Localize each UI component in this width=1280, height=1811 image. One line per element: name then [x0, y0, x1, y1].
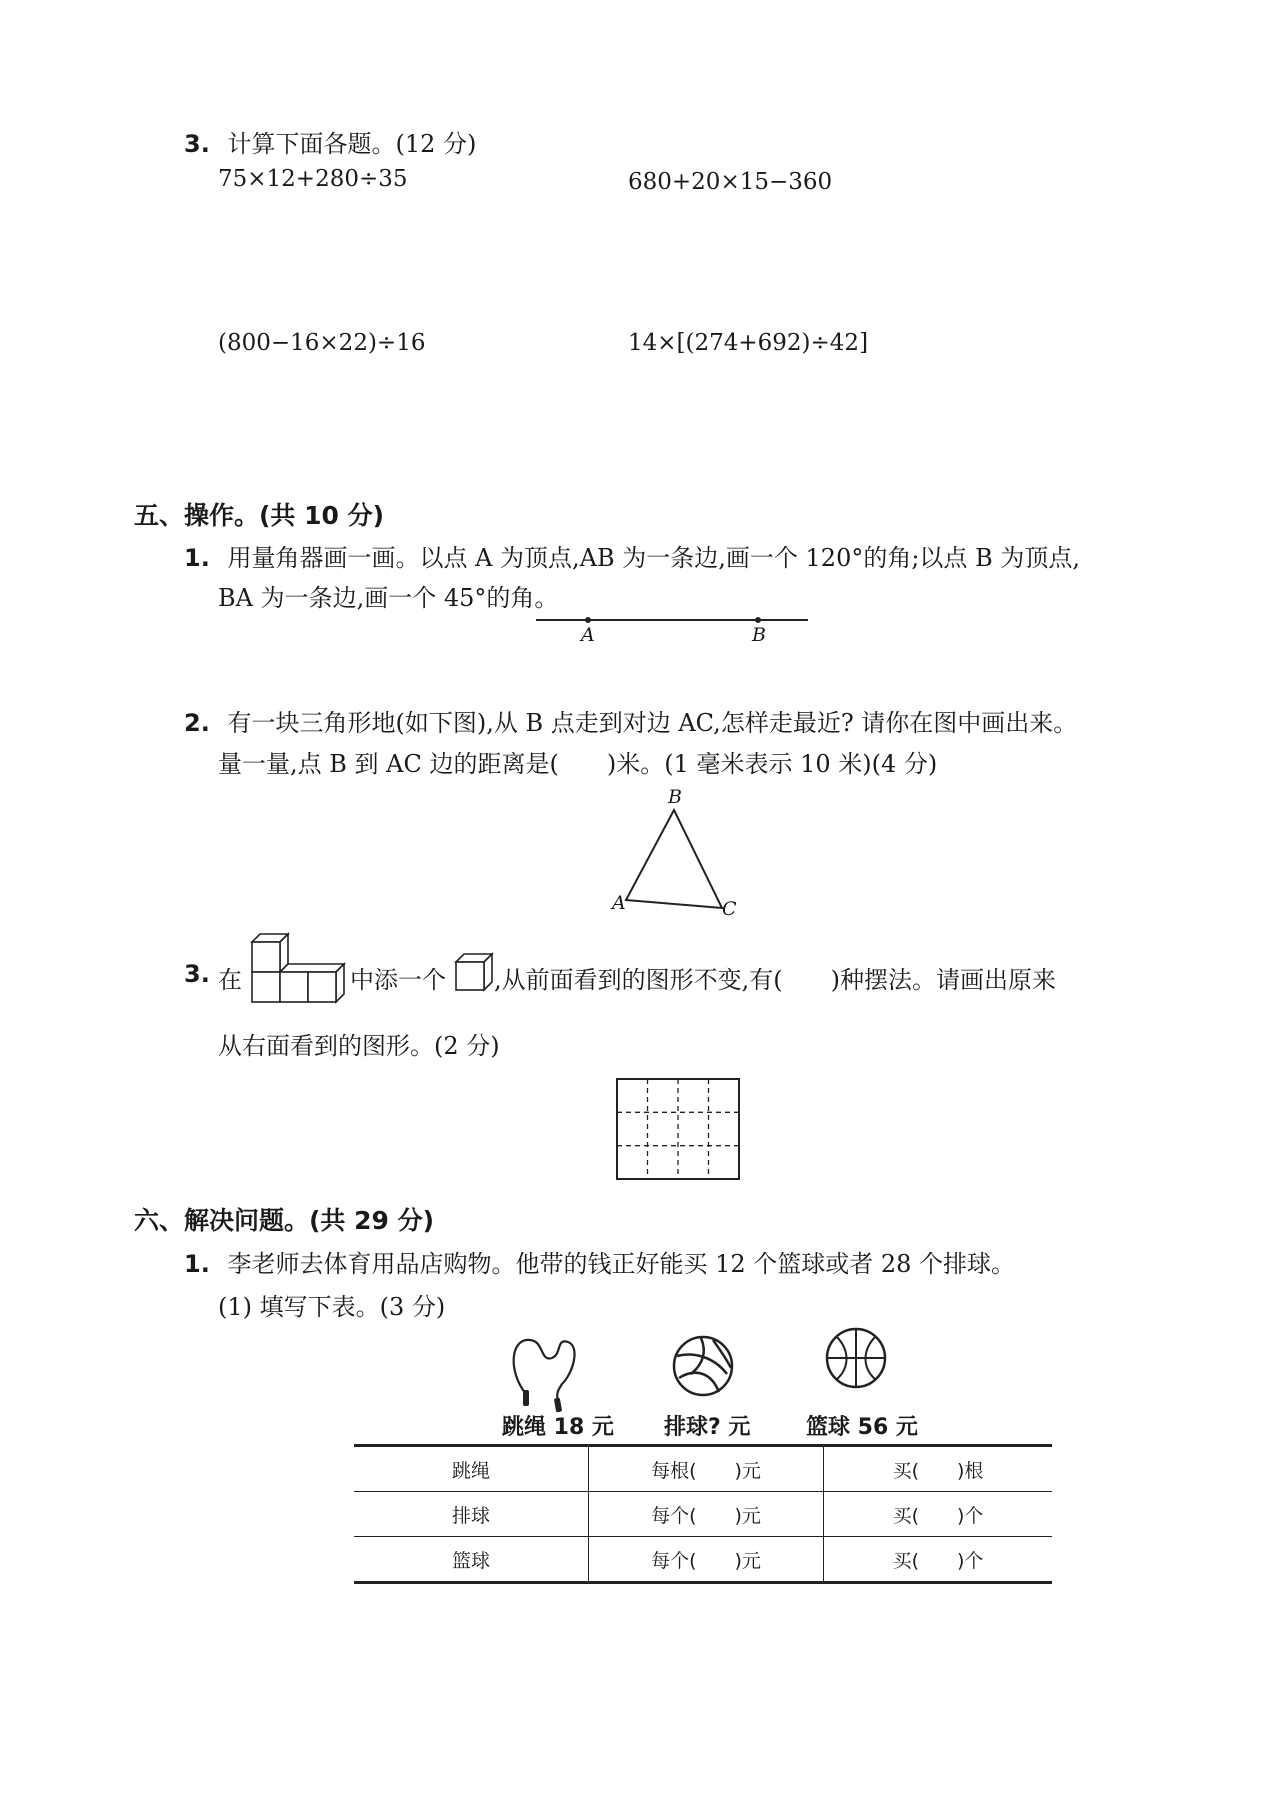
- operation-2-line-1: [184, 703, 1077, 738]
- caption-jump-rope: 跳绳 18 元: [502, 1415, 614, 1440]
- unit-price-blank: 每个( )元: [589, 1537, 824, 1583]
- operation-3-line-2: 从右面看到的图形。(2 分): [218, 1032, 500, 1060]
- section-5-title: 五、操作。(共 10 分): [134, 501, 385, 530]
- drawing-grid: [616, 1078, 742, 1182]
- item-name: 排球: [354, 1492, 589, 1537]
- question-number: 3.: [184, 960, 210, 988]
- question-title: 计算下面各题。(12 分): [227, 130, 477, 158]
- vertex-c-label: C: [722, 898, 737, 920]
- cube-stack: [252, 934, 344, 1002]
- operation-3-before: 在: [218, 966, 242, 994]
- operation-3-after: ,从前面看到的图形不变,有( )种摆法。请画出原来: [494, 966, 1056, 994]
- item-name: 篮球: [354, 1537, 589, 1583]
- table-row: [354, 1492, 1052, 1537]
- question-3: [184, 124, 476, 159]
- expression-2: 680+20×15−360: [628, 169, 833, 195]
- volleyball-icon: [671, 1334, 735, 1398]
- section-6-title: 六、解决问题。(共 29 分): [134, 1206, 435, 1235]
- price-table: [354, 1444, 1052, 1584]
- unit-price-blank: 每个( )元: [589, 1492, 824, 1537]
- operation-2-line-2: 量一量,点 B 到 AC 边的距离是( )米。(1 毫米表示 10 米)(4 分): [218, 750, 938, 778]
- triangle-outline: [626, 810, 722, 908]
- item-name: 跳绳: [354, 1446, 589, 1492]
- caption-basketball: 篮球 56 元: [806, 1415, 918, 1440]
- cube-stack-figure: [242, 930, 352, 1010]
- quantity-blank: 买( )个: [824, 1537, 1053, 1583]
- question-number: 1.: [184, 544, 210, 572]
- problem-1-statement: 李老师去体育用品店购物。他带的钱正好能买 12 个篮球或者 28 个排球。: [227, 1250, 1016, 1278]
- operation-1-line-2: BA 为一条边,画一个 45°的角。: [218, 584, 559, 612]
- point-b: [755, 617, 761, 623]
- vertex-b-label: B: [668, 786, 682, 808]
- operation-1-line-1: [184, 538, 1080, 573]
- problem-1-text: [184, 1244, 1015, 1279]
- operation-1-text: 用量角器画一画。以点 A 为顶点,AB 为一条边,画一个 120°的角;以点 B 为顶点,: [227, 544, 1080, 572]
- basketball-icon: [824, 1326, 888, 1390]
- table-row: [354, 1446, 1052, 1492]
- segment-ab-diagram: [536, 606, 816, 646]
- table-row: [354, 1537, 1052, 1583]
- single-cube-icon: [452, 952, 498, 992]
- question-number: 1.: [184, 1250, 210, 1278]
- operation-2-text: 有一块三角形地(如下图),从 B 点走到对边 AC,怎样走最近? 请你在图中画出来。: [227, 709, 1078, 737]
- quantity-blank: 买( )个: [824, 1492, 1053, 1537]
- operation-3-middle: 中添一个: [350, 966, 446, 994]
- vertex-a-label: A: [612, 892, 626, 914]
- point-a-label: A: [581, 624, 595, 646]
- unit-price-blank: 每根( )元: [589, 1446, 824, 1492]
- point-a: [585, 617, 591, 623]
- expression-4: 14×[(274+692)÷42]: [628, 330, 869, 356]
- expression-1: 75×12+280÷35: [218, 166, 408, 192]
- triangle-abc: [620, 800, 760, 930]
- question-number: 2.: [184, 709, 210, 737]
- expression-3: (800−16×22)÷16: [218, 330, 426, 356]
- jump-rope-icon: [504, 1332, 584, 1412]
- quantity-blank: 买( )根: [824, 1446, 1053, 1492]
- question-number: 3.: [184, 130, 210, 158]
- caption-volleyball: 排球? 元: [664, 1415, 751, 1440]
- problem-1-subquestion: (1) 填写下表。(3 分): [218, 1293, 446, 1321]
- point-b-label: B: [752, 624, 766, 646]
